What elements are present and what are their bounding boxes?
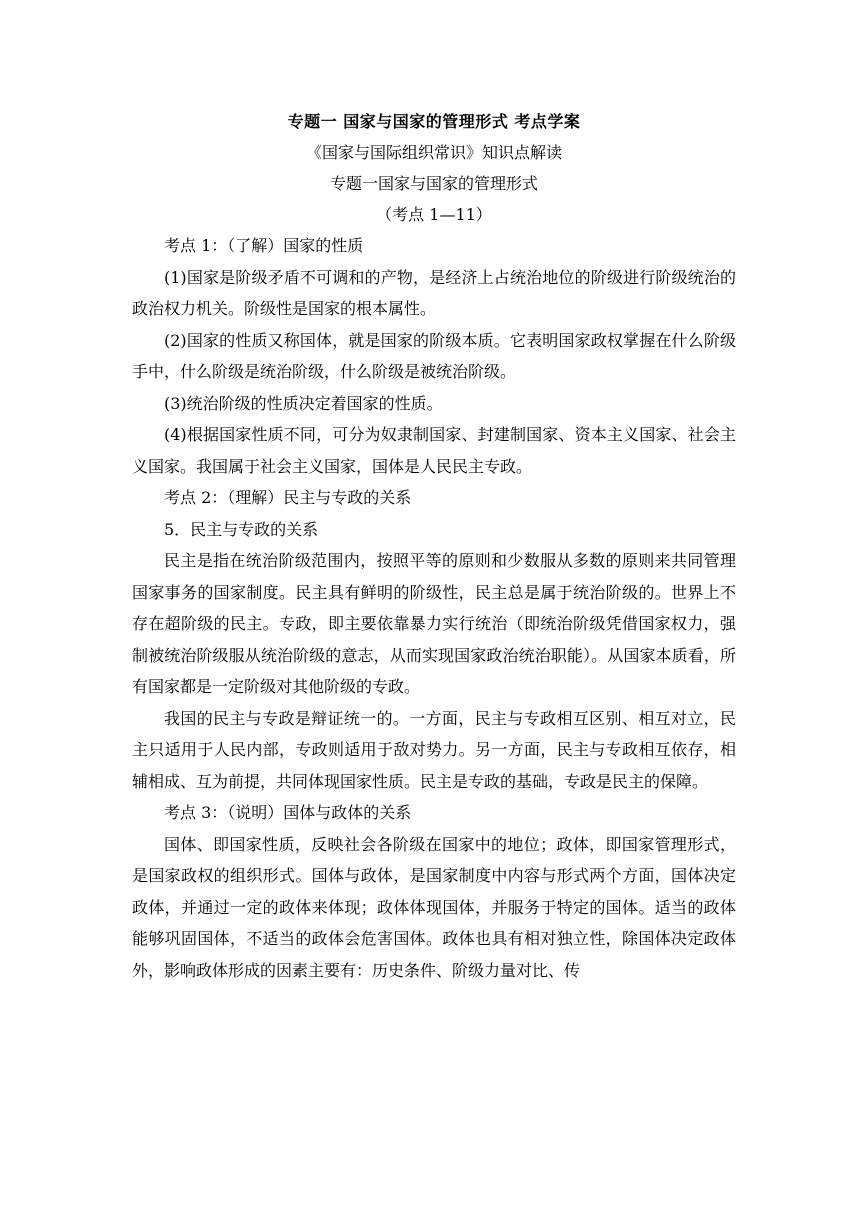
document-body xyxy=(132,106,736,986)
paragraph: (4)根据国家性质不同，可分为奴隶制国家、封建制国家、资本主义国家、社会主义国家。我国属于社会主义国家，国体是人民民主专政。 xyxy=(132,425,736,476)
document-title: 专题一 国家与国家的管理形式 考点学案 xyxy=(287,112,581,131)
topic-title: 专题一国家与国家的管理形式 xyxy=(329,174,538,193)
paragraph: (1)国家是阶级矛盾不可调和的产物，是经济上占统治地位的阶级进行阶级统治的政治权力机关。阶级性是国家的根本属性。 xyxy=(132,267,736,318)
paragraph: 国体、即国家性质，反映社会各阶级在国家中的地位；政体，即国家管理形式，是国家政权的组织形式。国体与政体，是国家制度中内容与形式两个方面，国体决定政体，并通过一定的政体来体现；政体体现国体，并服务于特定的国体。适当的政体能够巩固国体，不适当的政体会危害国体。政体也具有相对独立性，除国体决定政体外，影响政体形成的因素主要有：历史条件、阶级力量对比、传 xyxy=(132,834,736,980)
paragraph: 民主是指在统治阶级范围内，按照平等的原则和少数服从多数的原则来共同管理国家事务的国家制度。民主具有鲜明的阶级性，民主总是属于统治阶级的。世界上不存在超阶级的民主。专政，即主要依靠暴力实行统治（即统治阶级凭借国家权力，强制被统治阶级服从统治阶级的意志，从而实现国家政治统治职能）。从国家本质看，所有国家都是一定阶级对其他阶级的专政。 xyxy=(132,551,736,696)
paragraph: 我国的民主与专政是辩证统一的。一方面，民主与专政相互区别、相互对立，民主只适用于人民内部，专政则适用于敌对势力。另一方面，民主与专政相互依存，相辅相成、互为前提，共同体现国家性质。民主是专政的基础，专政是民主的保障。 xyxy=(132,708,736,791)
paragraph: (2)国家的性质又称国体，就是国家的阶级本质。它表明国家政权掌握在什么阶级手中，什么阶级是统治阶级，什么阶级是被统治阶级。 xyxy=(132,330,736,381)
section-subheading: 5．民主与专政的关系 xyxy=(164,519,319,539)
section-heading-2: 考点 2：（理解）民主与专政的关系 xyxy=(164,488,412,507)
section-heading-3: 考点 3：（说明）国体与政体的关系 xyxy=(164,803,412,822)
exam-point-range: （考点 1—11） xyxy=(376,205,492,224)
section-heading-1: 考点 1：（了解）国家的性质 xyxy=(164,236,364,255)
paragraph: (3)统治阶级的性质决定着国家的性质。 xyxy=(164,393,443,413)
document-subtitle: 《国家与国际组织常识》知识点解读 xyxy=(305,143,562,162)
